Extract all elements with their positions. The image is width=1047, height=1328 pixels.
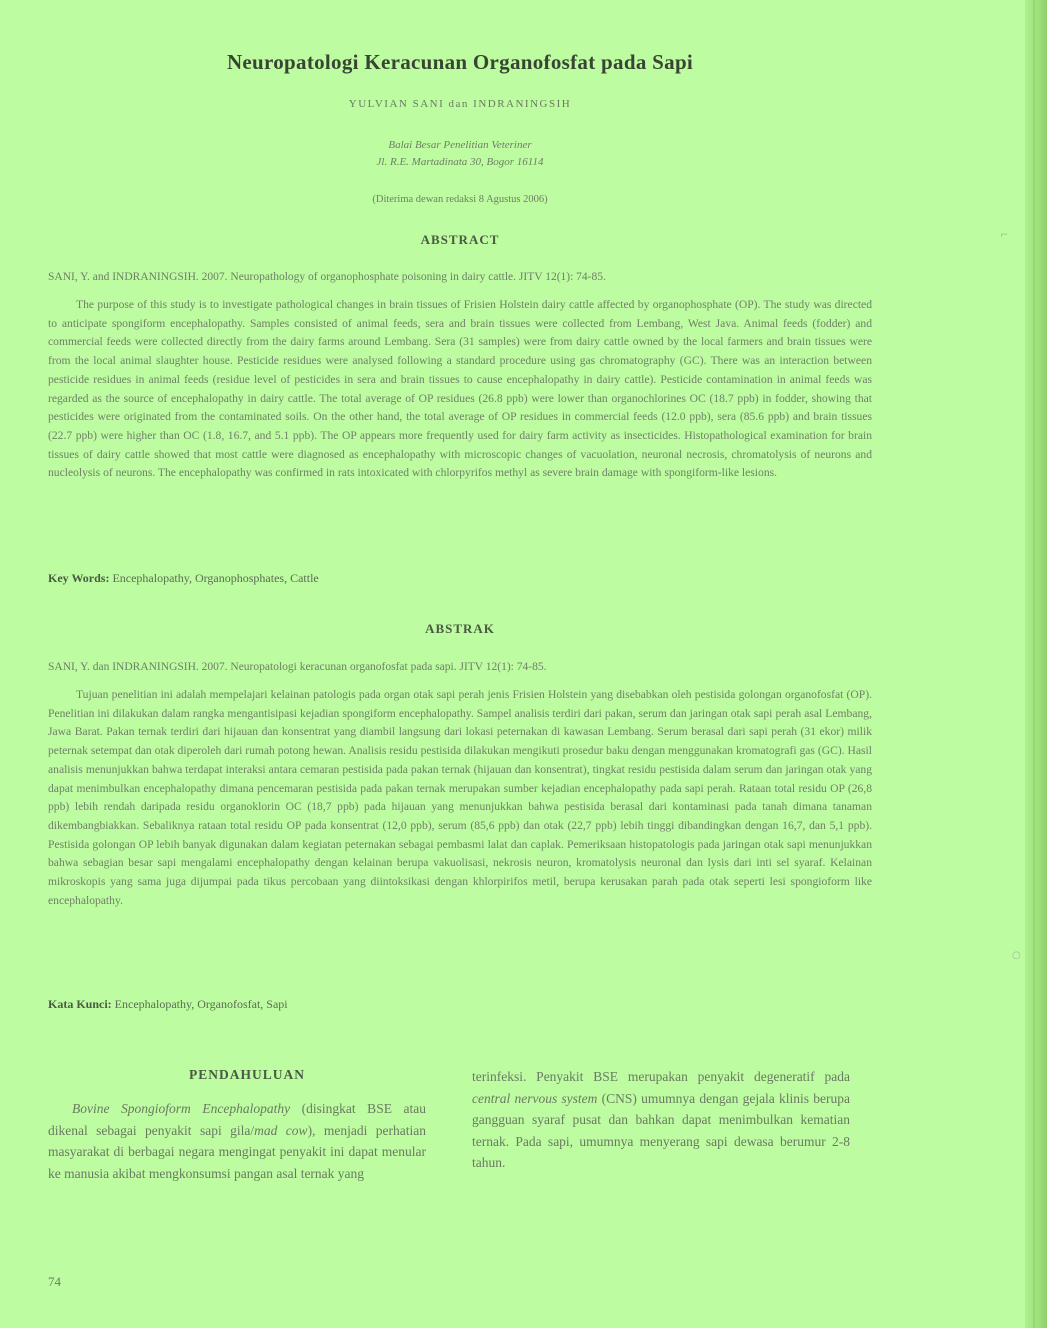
abstract-text: The purpose of this study is to investigate pathological changes in brain tissues of Frisien Holstein dairy cattle affected by organophosphate (OP). The study was directed to anticipate spongiform encephalopathy. Samples consisted of animal feeds, sera and brain tissues were collected from Lembang, West Java. Animal feeds (fodder) and commercial feeds were collected directly from the dairy farms around Lembang. Sera (31 samples) were from dairy cattle owned by the local farmers and brain tissues were from the local animal slaughter house. Pesticide residues were analysed following a standard procedure using gas chromatography (GC). There was an interaction between pesticide residues in animal feeds (residue level of pesticides in sera and brain tissues to cause encephalopathy in dairy cattle). Pesticide contamination in animal feeds was regarded as the source of encephalopathy in dairy cattle. The total average of OP residues (26.8 ppb) were lower than organochlorines OC (18.7 ppb) in fodder, showing that pesticides were originated from the contaminated soils. On the other hand, the total average of OP residues in commercial feeds (12.0 ppb), sera (85.6 ppb) and brain tissues (22.7 ppb) were higher than OC (1.8, 16.7, and 5.1 ppb). The OP appears more frequently used for dairy farm activity as insecticides. Histopathological examination for brain tissues of dairy cattle showed that most cattle were diagnosed as encephalopathy with microscopic changes of vacuolation, neuronal necrosis, chromatolysis of neurons and nucleolysis of neurons. The encephalopathy was confirmed in rats intoxicated with chlorpyrifos methyl as severe brain damage with spongiform-like lesions. — [48, 298, 872, 480]
received-date: (Diterima dewan redaksi 8 Agustus 2006) — [372, 194, 548, 205]
scan-mark: ⌐ — [1000, 230, 1009, 241]
intro-right-column — [472, 1066, 850, 1174]
keywords-list: Encephalopathy, Organophosphates, Cattle — [112, 571, 319, 585]
abstrak-keywords — [48, 997, 872, 1012]
intro-term-cns: central nervous system — [472, 1090, 598, 1106]
scan-mark: ○ — [1012, 950, 1021, 961]
keywords-label: Key Words: — [48, 571, 110, 585]
intro-right-text: terinfeksi. Penyakit BSE merupakan penyakit degeneratif pada — [472, 1069, 850, 1084]
abstrak-citation: SANI, Y. dan INDRANINGSIH. 2007. Neuropatologi keracunan organofosfat pada sapi. JITV 12(1): 74-85. — [48, 661, 547, 673]
intro-right-text-cont: (CNS) umumnya dengan gejala klinis berupa gangguan syaraf pusat dan bahkan dapat menimbulkan kematian ternak. Pada sapi, umumnya menyerang sapi dewasa berumur 2-8 tahun. — [472, 1090, 850, 1171]
intro-left-column — [48, 1098, 426, 1184]
intro-left-text: (disingkat BSE atau dikenal sebagai penyakit sapi gila/ — [48, 1101, 426, 1138]
intro-term-bse: Bovine Spongioform Encephalopathy — [72, 1101, 291, 1116]
page-edge-shadow — [1025, 0, 1047, 1328]
intro-left-text-cont: ), menjadi perhatian masyarakat di berbagai negara mengingat penyakit ini dapat menular ke manusia akibat mengkonsumsi pangan asal ternak yang — [48, 1122, 426, 1181]
page-number: 74 — [48, 1274, 61, 1289]
affiliation-line-1: Balai Besar Penelitian Veteriner — [388, 139, 532, 151]
intro-heading: PENDAHULUAN — [188, 1067, 305, 1082]
abstrak-heading: ABSTRAK — [425, 621, 495, 636]
abstract-citation: SANI, Y. and INDRANINGSIH. 2007. Neuropathology of organophosphate poisoning in dairy cattle. JITV 12(1): 74-85. — [48, 271, 606, 283]
intro-term-mad-cow: mad cow — [254, 1122, 308, 1138]
abstract-keywords — [48, 571, 872, 586]
page-edge-line — [1033, 0, 1035, 1328]
paper-authors: YULVIAN SANI dan INDRANINGSIH — [348, 98, 572, 110]
paper-title: Neuropatologi Keracunan Organofosfat pada Sapi — [226, 50, 694, 74]
abstrak-text: Tujuan penelitian ini adalah mempelajari kelainan patologis pada organ otak sapi perah jenis Frisien Holstein yang disebabkan oleh pestisida golongan organofosfat (OP). Penelitian ini dilakukan dalam rangka mengantisipasi kejadian spongiform encephalopathy. Sampel analisis terdiri dari pakan, serum dan jaringan otak sapi perah asal Lembang, Jawa Barat. Pakan ternak terdiri dari hijauan dan konsentrat yang diambil langsung dari lokasi peternakan di kawasan Lembang. Serum berasal dari sapi perah (31 ekor) milik peternak setempat dan otak diperoleh dari rumah potong hewan. Analisis residu pestisida dilakukan mengikuti prosedur baku dengan menggunakan kromatografi gas (GC). Hasil analisis menunjukkan bahwa terdapat interaksi antara cemaran pestisida pada pakan ternak (hijauan dan konsentrat), tingkat residu pestisida dalam serum dan jaringan otak yang dapat menimbulkan encephalopathy dimana pencemaran pestisida pada pakan ternak merupakan sumber kejadian encephalopathy pada sapi perah. Rataan total residu OP (26,8 ppb) lebih rendah daripada residu organoklorin OC (18,7 ppb) pada hijauan yang menunjukkan bahwa pestisida berasal dari kontaminasi pada tanah dimana tanaman dikembangbiakkan. Sebaliknya rataan total residu OP pada konsentrat (12,0 ppb), serum (85,6 ppb) dan otak (22,7 ppb) lebih tinggi dibandingkan dengan 16,7, dan 5,1 ppb). Pestisida golongan OP lebih banyak digunakan dalam kegiatan peternakan sebagai pembasmi lalat dan caplak. Pemeriksaan histopatologis pada jaringan otak sapi menunjukkan bahwa sebagian besar sapi mengalami encephalopathy dengan kelainan berupa vakuolisasi, nekrosis neuron, kromatolysis neuronal dan lysis dari inti sel syaraf. Kelainan mikroskopis yang sama juga dijumpai pada tikus percobaan yang diintoksikasi dengan khlorpirifos metil, berupa kerusakan parah pada otak seperti lesi spongioform like encephalopathy. — [48, 688, 872, 907]
affiliation-line-2: Jl. R.E. Martadinata 30, Bogor 16114 — [376, 156, 544, 168]
kata-kunci-list: Encephalopathy, Organofosfat, Sapi — [114, 997, 288, 1011]
kata-kunci-label: Kata Kunci: — [48, 997, 112, 1011]
abstract-heading: ABSTRACT — [420, 232, 500, 247]
